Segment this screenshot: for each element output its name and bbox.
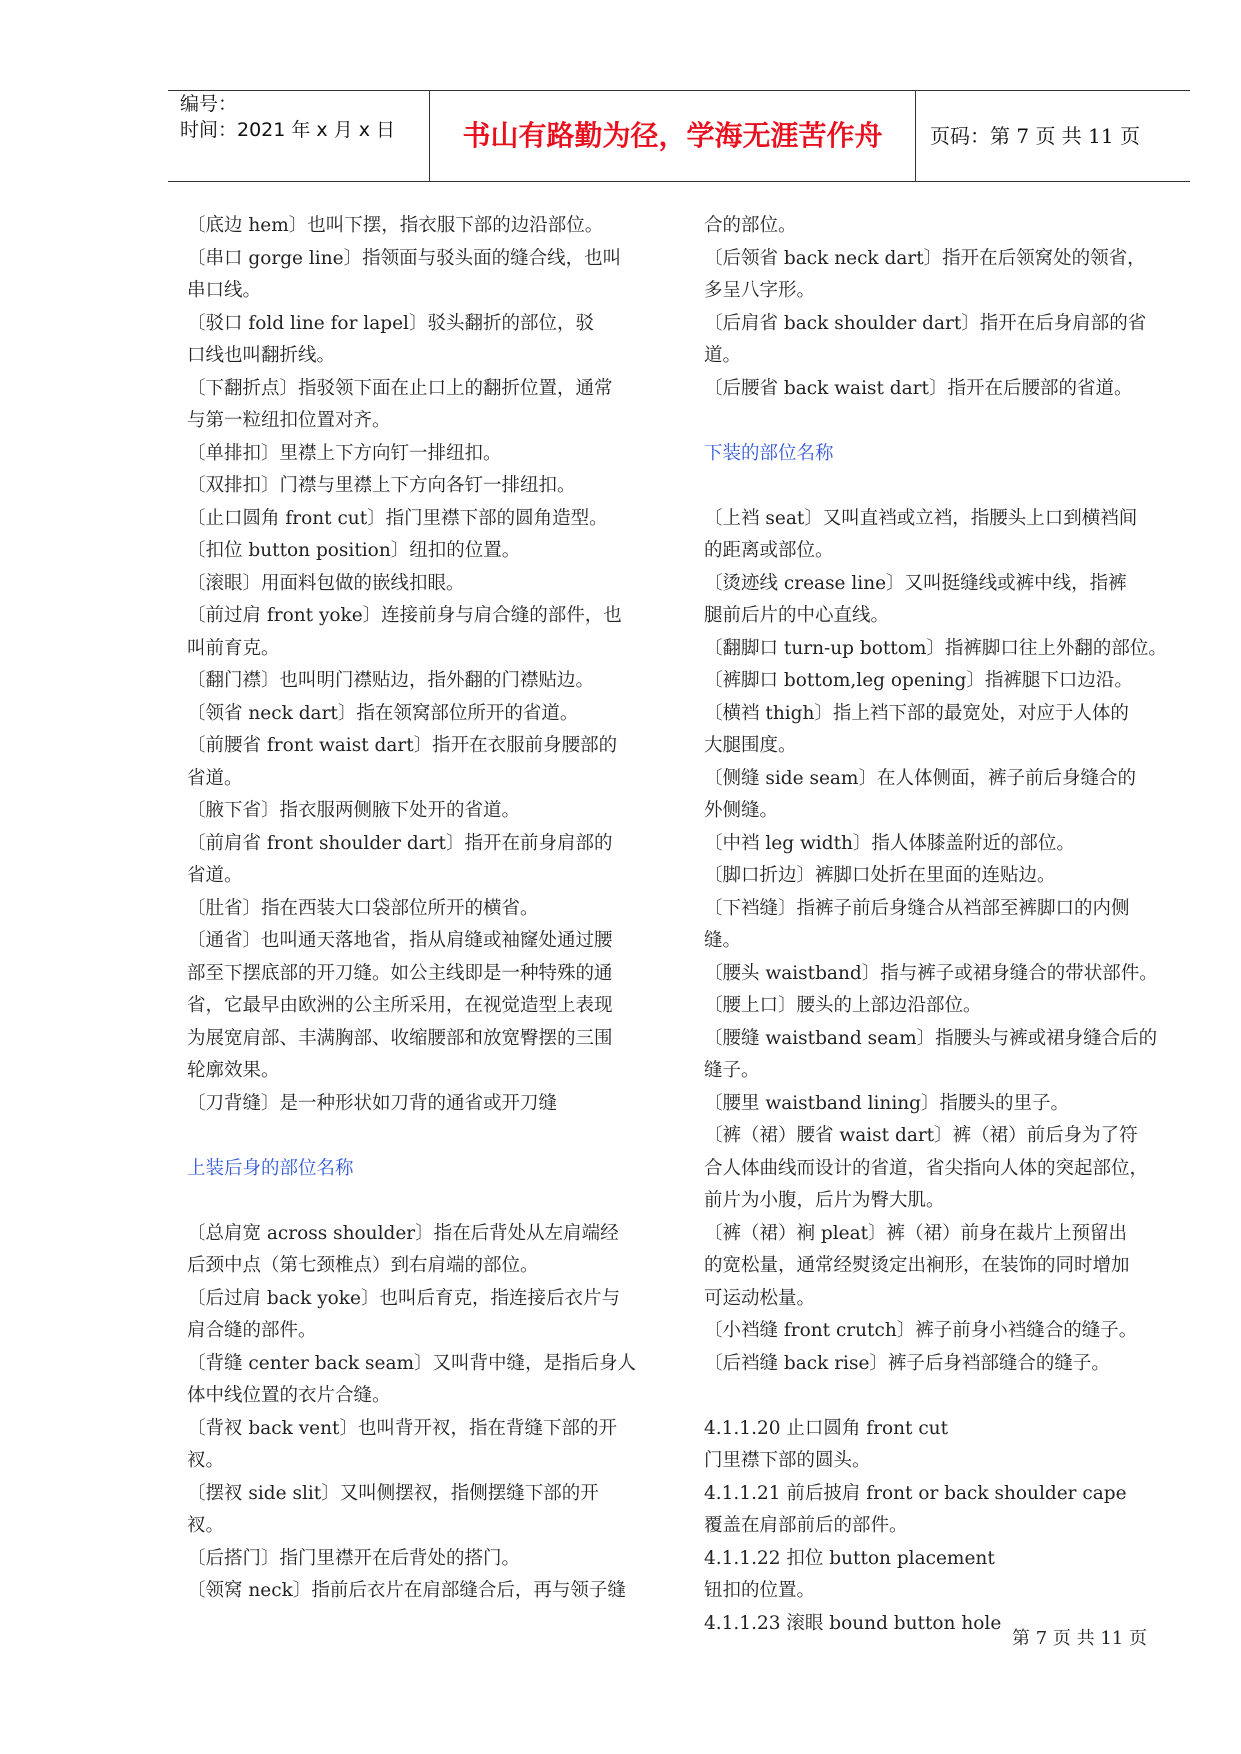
text-line: 〔上裆 seat〕又叫直裆或立裆，指腰头上口到横裆间 [704,507,1138,529]
text-line: 道。 [704,345,742,366]
text-line: 〔肚省〕指在西装大口袋部位所开的横省。 [187,897,539,919]
text-line: 〔侧缝 side seam〕在人体侧面，裤子前后身缝合的 [704,767,1136,789]
header-page-cell [916,91,1190,181]
text-line: 〔底边 hem〕也叫下摆，指衣服下部的边沿部位。 [187,215,604,236]
text-line: 〔后肩省 back shoulder dart〕指开在后身肩部的省 [704,312,1147,334]
text-line: 省道。 [187,865,243,886]
text-line: 〔横裆 thigh〕指上裆下部的最宽处，对应于人体的 [704,702,1129,724]
text-line: 〔领窝 neck〕指前后衣片在肩部缝合后，再与领子缝 [187,1580,626,1601]
text-line: 〔通省〕也叫通天落地省，指从肩缝或袖窿处通过腰 [187,930,613,951]
text-line: 〔后领省 back neck dart〕指开在后领窝处的领省， [704,247,1146,269]
text-line: 〔下裆缝〕指裤子前后身缝合从裆部至裤脚口的内侧 [704,897,1130,919]
text-line: 4.1.1.23 滚眼 bound button hole [704,1612,1002,1634]
text-line: 4.1.1.20 止口圆角 front cut [704,1417,949,1439]
spacer [704,1380,1182,1413]
text-line: 〔后过肩 back yoke〕也叫后育克，指连接后衣片与 [187,1287,620,1309]
text-line: 〔脚口折边〕裤脚口处折在里面的连贴边。 [704,865,1056,886]
text-line: 〔扣位 button position〕纽扣的位置。 [187,540,521,561]
text-line: 〔翻门襟〕也叫明门襟贴边，指外翻的门襟贴边。 [187,670,595,691]
text-line: 覆盖在肩部前后的部件。 [704,1515,908,1536]
text-line: 4.1.1.22 扣位 button placement [704,1547,995,1569]
text-line: 〔前过肩 front yoke〕连接前身与肩合缝的部件，也 [187,605,622,626]
text-line: 大腿围度。 [704,735,797,756]
header-page-info: 页码：第 7 页 共 11 页 [930,124,1140,148]
text-line: 腿前后片的中心直线。 [704,605,890,626]
document-time-label: 时间：2021 年 x 月 x 日 [180,119,396,141]
text-line: 〔刀背缝〕是一种形状如刀背的通省或开刀缝 [187,1092,558,1114]
text-line: 〔后腰省 back waist dart〕指开在后腰部的省道。 [704,377,1133,399]
text-line: 〔腰上口〕腰头的上部边沿部位。 [704,995,982,1016]
text-line: 合的部位。 [704,215,797,236]
text-line: 〔翻脚口 turn-up bottom〕指裤脚口往上外翻的部位。 [704,637,1167,659]
text-line: 〔腰缝 waistband seam〕指腰头与裤或裙身缝合后的 [704,1027,1158,1049]
text-line: 〔止口圆角 front cut〕指门里襟下部的圆角造型。 [187,507,608,529]
text-line: 缝子。 [704,1060,760,1081]
text-line: 口线也叫翻折线。 [187,345,336,366]
text-line: 〔裤（裙）腰省 waist dart〕裤（裙）前后身为了符 [704,1125,1138,1146]
text-line: 体中线位置的衣片合缝。 [187,1385,391,1406]
right-entries-middle [704,503,1182,1381]
text-line: 4.1.1.21 前后披肩 front or back shoulder cape [704,1482,1127,1504]
text-line: 〔下翻折点〕指驳领下面在止口上的翻折位置，通常 [187,377,613,399]
right-entries-upper [704,210,1182,405]
section-heading-back-body: 上装后身的部位名称 [187,1157,354,1179]
text-line: 叫前育克。 [187,637,280,659]
text-line: 衩。 [187,1515,225,1536]
text-line: 与第一粒纽扣位置对齐。 [187,410,391,431]
text-line: 〔领省 neck dart〕指在领窝部位所开的省道。 [187,702,579,724]
text-line: 〔前肩省 front shoulder dart〕指开在前身肩部的 [187,832,613,854]
text-line: 省，它最早由欧洲的公主所采用，在视觉造型上表现 [187,995,613,1016]
text-line: 〔总肩宽 across shoulder〕指在后背处从左肩端经 [187,1222,619,1244]
text-line: 〔滚眼〕用面料包做的嵌线扣眼。 [187,572,465,594]
left-entries-lower [187,1218,662,1608]
text-line: 〔摆衩 side slit〕又叫侧摆衩，指侧摆缝下部的开 [187,1482,599,1504]
text-line: 的距离或部位。 [704,540,834,561]
header-info-cell [168,91,430,181]
text-line: 衩。 [187,1450,225,1471]
text-line: 的宽松量，通常经熨烫定出裥形，在装饰的同时增加 [704,1255,1130,1276]
header-motto: 书山有路勤为径，学海无涯苦作舟 [462,119,883,152]
text-line: 〔裤（裙）裥 pleat〕裤（裙）前身在裁片上预留出 [704,1222,1128,1244]
text-line: 前片为小腹，后片为臀大肌。 [704,1190,945,1211]
page-footer: 第 7 页 共 11 页 [1012,1628,1147,1649]
header-motto-cell [430,91,916,181]
text-line: 〔腋下省〕指衣服两侧腋下处开的省道。 [187,800,521,821]
text-line: 钮扣的位置。 [704,1580,816,1601]
text-line: 〔背缝 center back seam〕又叫背中缝，是指后身人 [187,1352,637,1374]
text-line: 轮廓效果。 [187,1060,280,1081]
text-line: 肩合缝的部件。 [187,1320,317,1341]
text-line: 〔中裆 leg width〕指人体膝盖附近的部位。 [704,832,1075,854]
text-line: 可运动松量。 [704,1287,816,1309]
text-line: 缝。 [704,930,742,951]
right-entries-numbered [704,1413,1182,1641]
text-line: 〔烫迹线 crease line〕又叫挺缝线或裤中线，指裤 [704,572,1127,594]
text-line: 〔后裆缝 back rise〕裤子后身裆部缝合的缝子。 [704,1352,1110,1374]
left-entries-upper [187,210,662,1120]
text-line: 〔双排扣〕门襟与里襟上下方向各钉一排纽扣。 [187,475,576,496]
text-line: 〔单排扣〕里襟上下方向钉一排纽扣。 [187,442,502,464]
text-line: 〔驳口 fold line for lapel〕驳头翻折的部位，驳 [187,312,594,334]
section-heading-lower-garment: 下装的部位名称 [704,442,834,464]
text-line: 〔小裆缝 front crutch〕裤子前身小裆缝合的缝子。 [704,1320,1138,1341]
page-header [168,90,1190,182]
text-line: 合人体曲线而设计的省道，省尖指向人体的突起部位， [704,1157,1149,1179]
text-line: 为展宽肩部、丰满胸部、收缩腰部和放宽臀摆的三围 [187,1027,613,1049]
text-line: 省道。 [187,767,243,789]
text-line: 〔串口 gorge line〕指领面与驳头面的缝合线，也叫 [187,247,622,269]
text-line: 〔裤脚口 bottom,leg opening〕指裤腿下口边沿。 [704,670,1133,691]
text-line: 〔腰头 waistband〕指与裤子或裙身缝合的带状部件。 [704,962,1158,984]
spacer [187,1120,662,1153]
text-line: 〔背衩 back vent〕也叫背开衩，指在背缝下部的开 [187,1417,617,1439]
spacer [187,1185,662,1218]
text-line: 串口线。 [187,280,262,301]
spacer [704,405,1182,438]
text-line: 〔后搭门〕指门里襟开在后背处的搭门。 [187,1547,521,1569]
text-line: 〔腰里 waistband lining〕指腰头的里子。 [704,1092,1070,1114]
document-number-label: 编号： [180,93,238,115]
text-line: 门里襟下部的圆头。 [704,1450,871,1471]
text-line: 外侧缝。 [704,800,779,821]
text-line: 部至下摆底部的开刀缝。如公主线即是一种特殊的通 [187,962,613,984]
text-line: 〔前腰省 front waist dart〕指开在衣服前身腰部的 [187,735,618,756]
left-column [187,210,662,1608]
spacer [704,470,1182,503]
right-column [704,210,1182,1640]
text-line: 后颈中点（第七颈椎点）到右肩端的部位。 [187,1255,539,1276]
text-line: 多呈八字形。 [704,280,816,301]
